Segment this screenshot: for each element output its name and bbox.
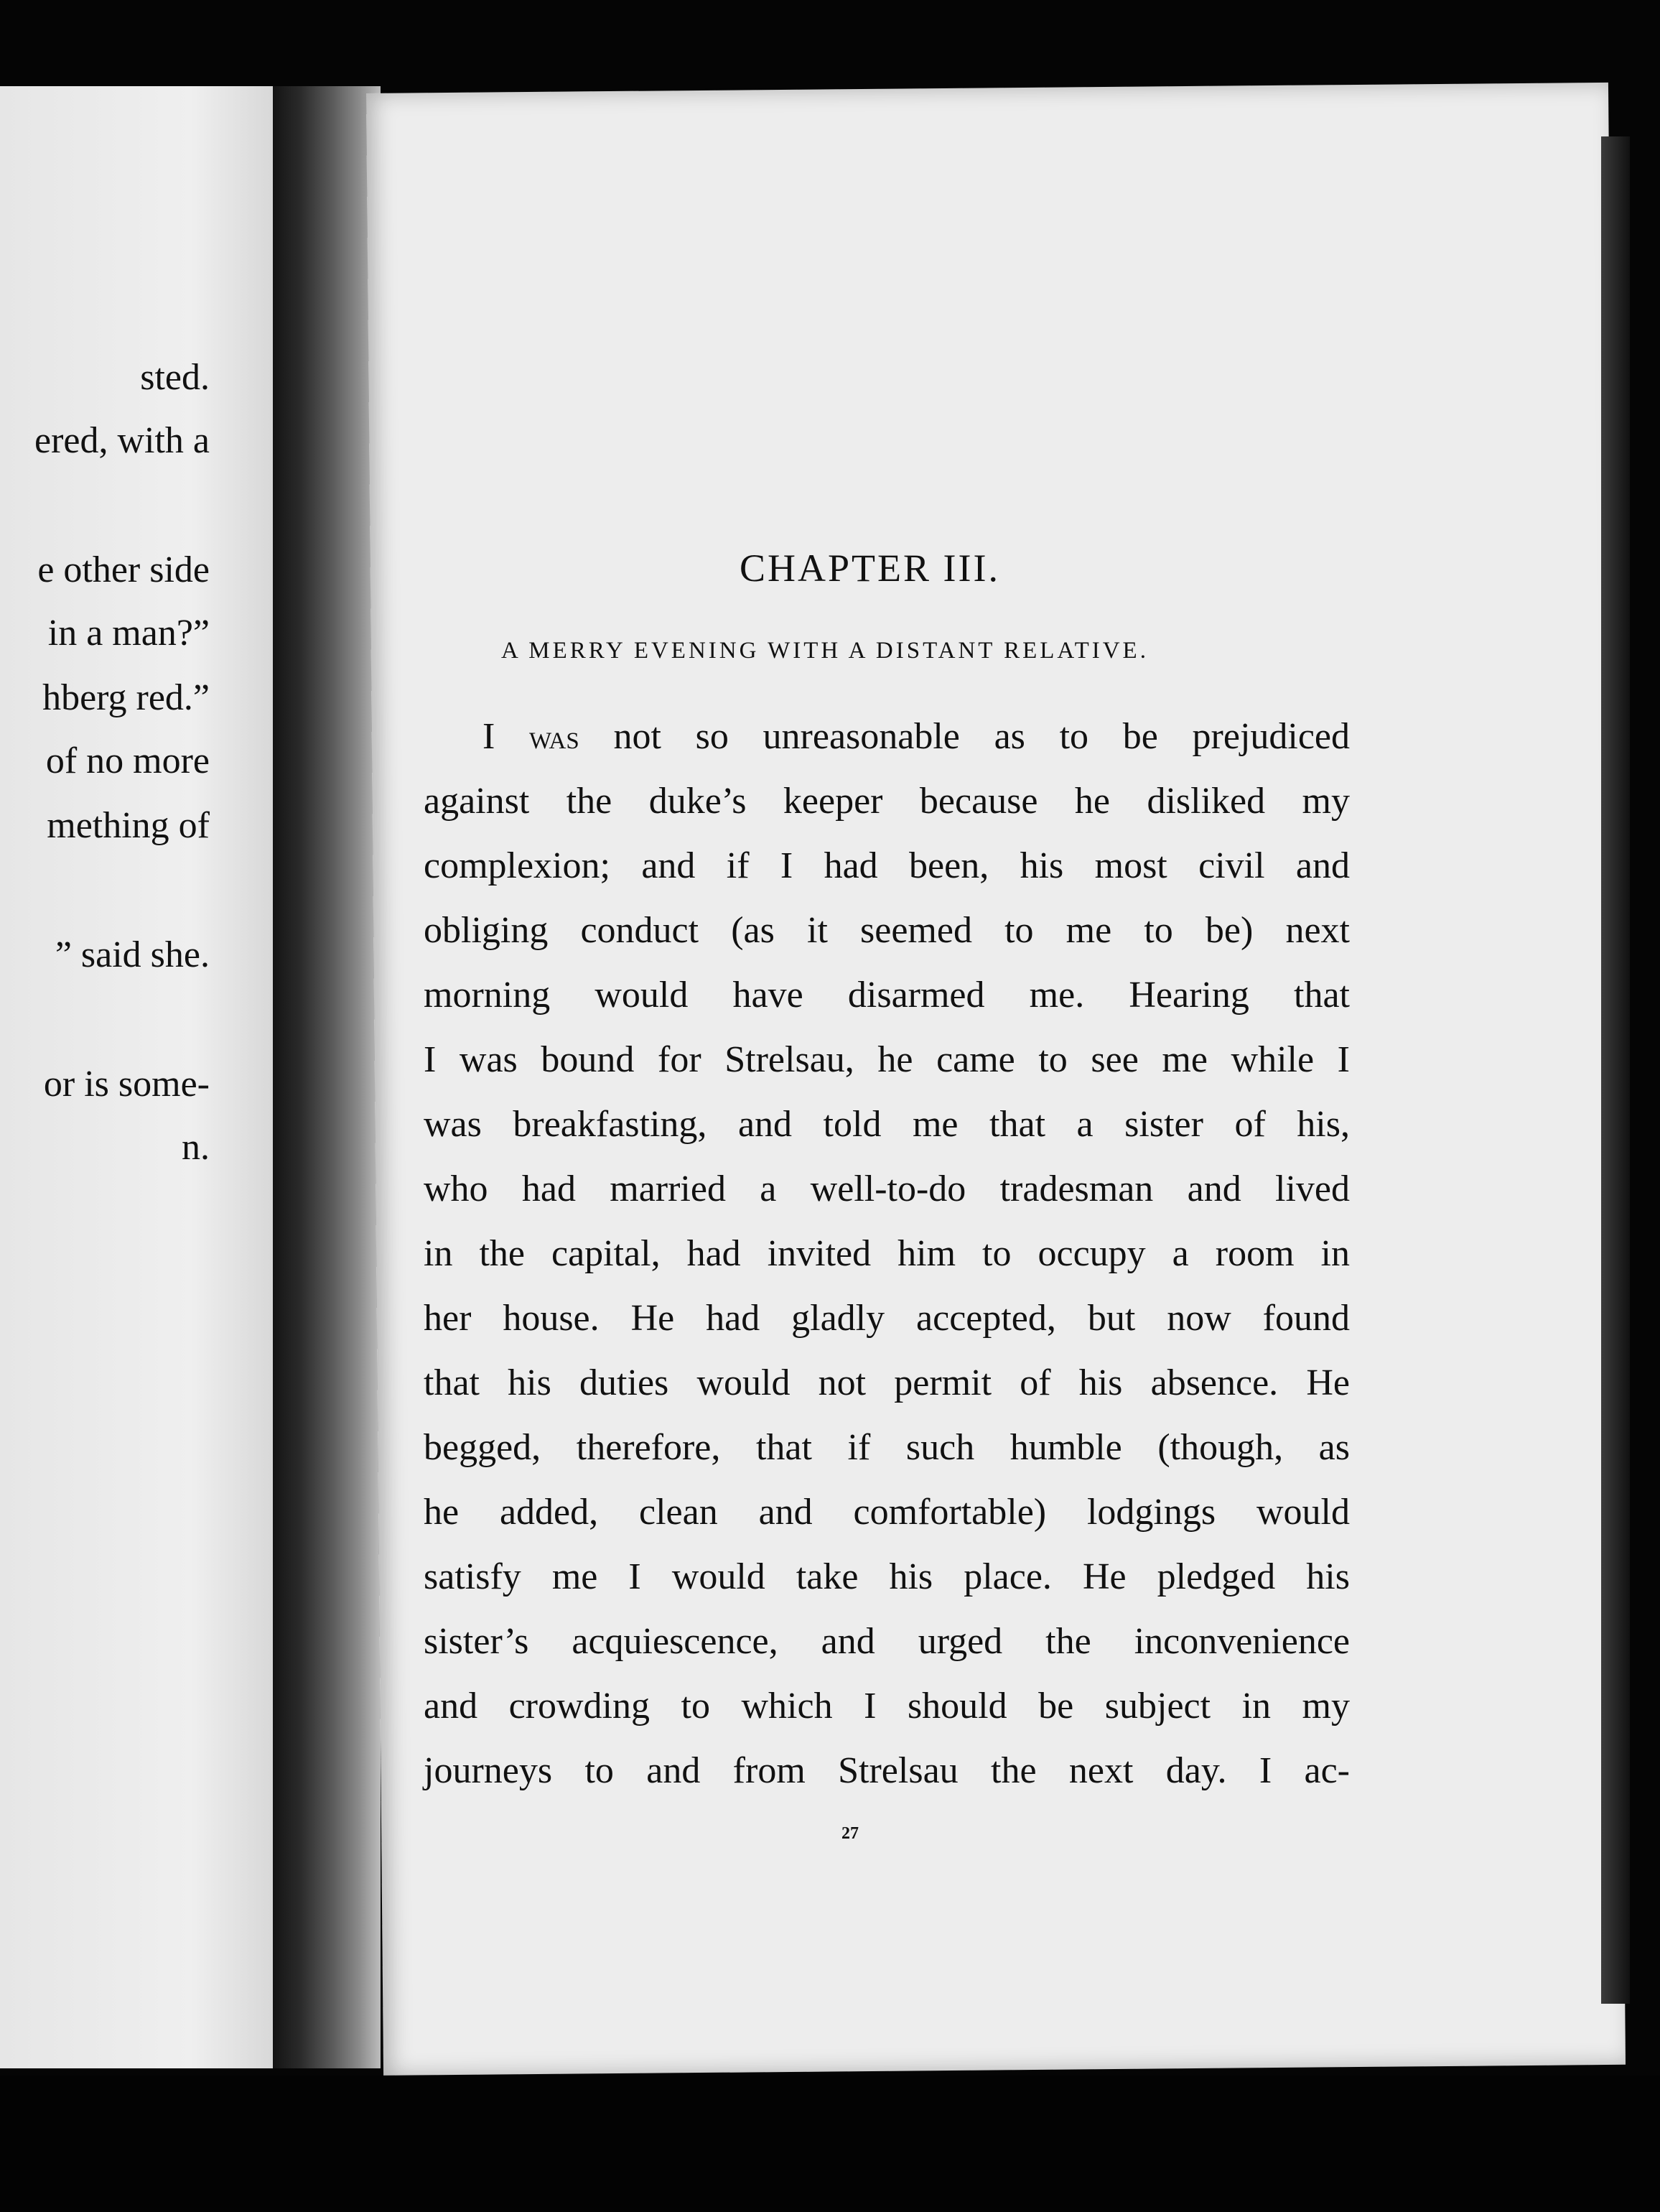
body-line: complexion; and if I had been, his most civil and <box>424 845 1350 886</box>
first-line-smallcaps: was <box>529 719 579 756</box>
left-page-line: n. <box>182 1127 210 1168</box>
page-edge-shadow <box>1601 136 1630 2004</box>
scan-bottom-margin <box>0 2076 1660 2212</box>
left-page-line: ered, with a <box>34 420 210 461</box>
left-page-line: ” said she. <box>55 934 210 975</box>
book-gutter-shadow <box>273 86 381 2068</box>
left-page-line: mething of <box>47 805 210 846</box>
left-page-line: of no more <box>45 740 210 781</box>
body-line: I was bound for Strelsau, he came to see me while I <box>424 1039 1350 1080</box>
body-line: her house. He had gladly accepted, but now found <box>424 1298 1350 1339</box>
first-line-lead: I <box>482 716 495 757</box>
body-line: who had married a well-to-do tradesman and lived <box>424 1168 1350 1209</box>
left-page-line: or is some- <box>43 1064 210 1105</box>
body-line: begged, therefore, that if such humble (though, as <box>424 1427 1350 1468</box>
body-line: satisfy me I would take his place. He pledged his <box>424 1556 1350 1597</box>
chapter-title: CHAPTER III. <box>740 547 1000 590</box>
body-line: he added, clean and comfortable) lodgings would <box>424 1492 1350 1533</box>
body-line: morning would have disarmed me. Hearing that <box>424 975 1350 1016</box>
body-line: in the capital, had invited him to occupy a room in <box>424 1233 1350 1274</box>
left-page <box>0 86 273 2068</box>
body-line <box>482 718 1350 756</box>
body-line: sister’s acquiescence, and urged the inconvenience <box>424 1621 1350 1662</box>
page-number: 27 <box>841 1824 859 1843</box>
body-line: obliging conduct (as it seemed to me to be) next <box>424 910 1350 951</box>
left-page-line: hberg red.” <box>42 677 210 718</box>
body-line: against the duke’s keeper because he disliked my <box>424 781 1350 822</box>
left-page-line: in a man?” <box>47 613 210 654</box>
body-line: journeys to and from Strelsau the next day. I ac- <box>424 1750 1350 1791</box>
body-line: that his duties would not permit of his absence. He <box>424 1362 1350 1403</box>
first-line-rest: not so unreasonable as to be prejudiced <box>613 716 1351 757</box>
chapter-subtitle: A MERRY EVENING WITH A DISTANT RELATIVE. <box>501 638 1149 664</box>
body-line: was breakfasting, and told me that a sister of his, <box>424 1104 1350 1145</box>
left-page-line: sted. <box>140 357 210 398</box>
left-page-line: e other side <box>37 549 210 590</box>
body-line: and crowding to which I should be subject in my <box>424 1686 1350 1727</box>
